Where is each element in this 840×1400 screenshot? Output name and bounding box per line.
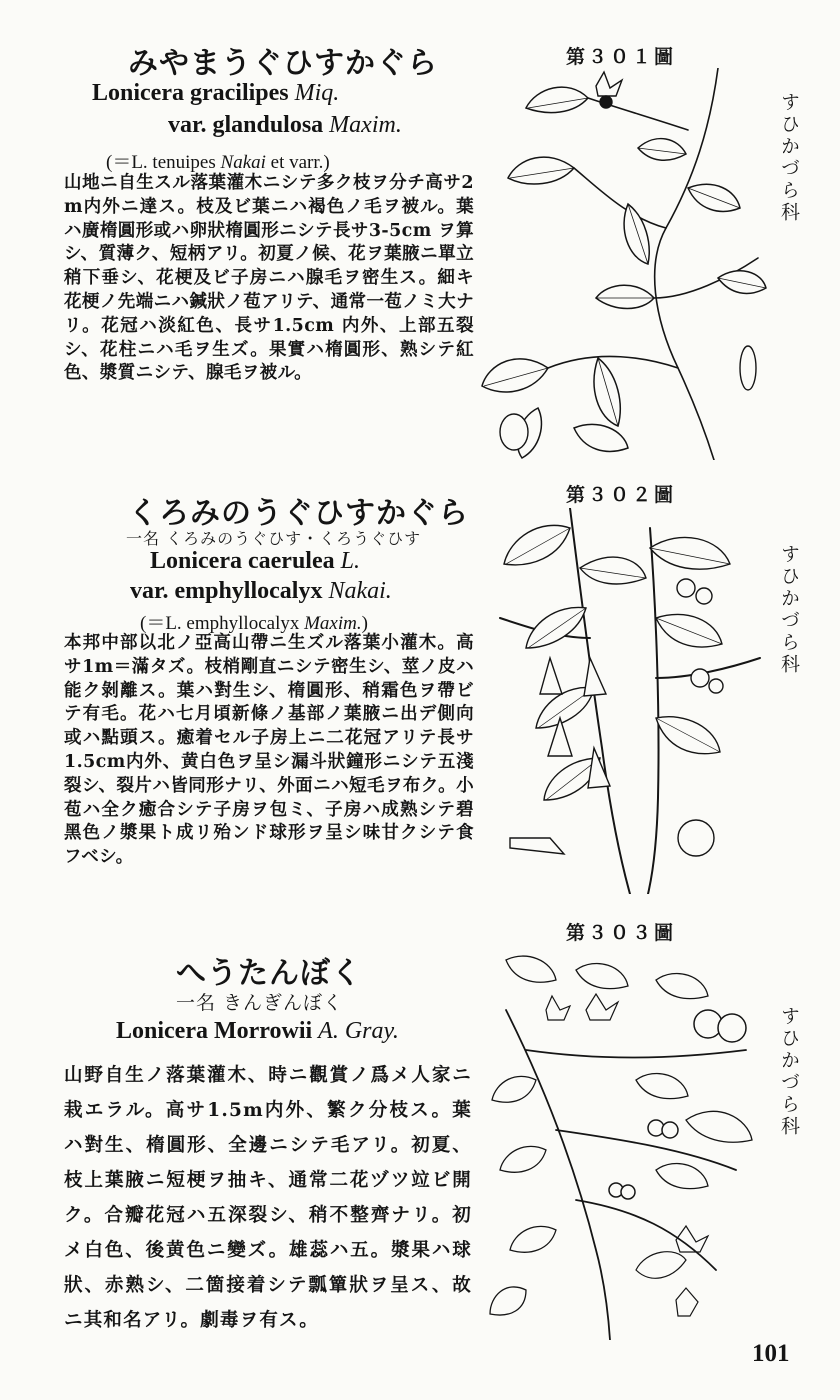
author: L. xyxy=(340,548,360,574)
illustration-301 xyxy=(478,68,768,460)
author: A. Gray. xyxy=(318,1018,399,1044)
entry-301 xyxy=(0,0,840,470)
illustration-303 xyxy=(486,950,766,1340)
page-number: 101 xyxy=(752,1340,790,1367)
entry-description: 本邦中部以北ノ亞高山帶ニ生ズル落葉小灌木。高サ1m＝滿タズ。枝梢剛直ニシテ密生シ、莖ノ皮ハ能ク剝離ス。葉ハ對生シ、楕圓形、稍霜色ヲ帶ビテ有毛。花ハ七月頃新條ノ基部ノ葉腋ニ出デ側向或ハ點頭ス。癒着セル子房上ニ二花冠アリテ長サ1.5cm内外、黄白色ヲ呈シ漏斗狀鐘形ニシテ五淺裂シ、裂片ハ皆同形ナリ、外面ニハ短毛ヲ布ク。小苞ハ全ク癒合シテ子房ヲ包ミ、子房ハ成熟シテ碧黑色ノ漿果ト成リ殆ンド球形ヲ呈シ味甘クシテ食フベシ。 xyxy=(64,633,474,868)
entry-description: 山野自生ノ落葉灌木、時ニ觀賞ノ爲メ人家ニ栽エラル。高サ1.5m内外、繁ク分枝ス。葉ハ對生、楕圓形、全邊ニシテ毛アリ。初夏、枝上葉腋ニ短梗ヲ抽キ、通常二花ヅツ竝ビ開ク。合瓣花冠ハ五深裂シ、稍不整齊ナリ。初メ白色、後黄色ニ變ズ。雄蕊ハ五。漿果ハ球狀、赤熟シ、二箇接着シテ瓢簞狀ヲ呈ス、故ニ其和名アリ。劇毒ヲ有ス。 xyxy=(64,1065,472,1331)
family-label: すひかづら科 xyxy=(778,544,800,676)
synonym-name: (＝L. tenuipes xyxy=(106,152,216,173)
variety-name: var. glandulosa xyxy=(168,112,324,138)
variety-author: Maxim. xyxy=(329,112,402,138)
entry-japanese-name: くろみのうぐひすかぐら xyxy=(128,496,469,531)
genus-species: Lonicera caerulea xyxy=(150,548,335,574)
entry-variety xyxy=(130,578,392,605)
illustration-302 xyxy=(490,508,770,894)
synonym-authors: Maxim. xyxy=(304,613,362,634)
family-label: すひかづら科 xyxy=(778,1006,800,1138)
synonym-tail: ) xyxy=(361,613,368,634)
entry-scientific-name xyxy=(92,80,339,107)
entry-variety xyxy=(168,112,402,139)
entry-synonym xyxy=(106,147,330,174)
figure-label: 第３０２圖 xyxy=(566,484,677,506)
figure-label: 第３０１圖 xyxy=(566,46,677,68)
synonym-name: (＝L. emphyllocalyx xyxy=(140,613,300,634)
genus-species: Lonicera gracilipes xyxy=(92,80,289,106)
synonym-tail: et varr.) xyxy=(270,152,330,173)
entry-302 xyxy=(0,470,840,910)
family-label: すひかづら科 xyxy=(778,92,800,224)
entry-scientific-name xyxy=(116,1018,399,1045)
entry-303 xyxy=(0,910,840,1400)
variety-name: var. emphyllocalyx xyxy=(130,578,323,604)
genus-species: Lonicera Morrowii xyxy=(116,1018,313,1044)
variety-author: Nakai. xyxy=(328,578,392,604)
entry-description: 山地ニ自生スル落葉灌木ニシテ多ク枝ヲ分チ高サ2m内外ニ達ス。枝及ビ葉ニハ褐色ノ毛ヲ被ル。葉ハ廣楕圓形或ハ卵狀楕圓形ニシテ長サ3-5cm ヲ算シ、質薄ク、短柄アリ。初夏ノ候、花ヲ葉腋ニ單立稍下垂シ、花梗及ビ子房ニハ腺毛ヲ密生ス。細キ花梗ノ先端ニハ鍼狀ノ苞アリテ、通常一苞ノミ大ナリ。花冠ハ淡紅色、長サ1.5cm 内外、上部五裂シ、花柱ニハ毛ヲ生ズ。果實ハ楕圓形、熟シテ紅色、漿質ニシテ、腺毛ヲ被ル。 xyxy=(64,173,474,384)
entry-alias: 一名 きんぎんぼく xyxy=(176,992,344,1014)
entry-scientific-name xyxy=(150,548,360,575)
entry-synonym xyxy=(140,608,368,635)
entry-japanese-name: へうたんぼく xyxy=(176,956,362,991)
entry-japanese-name: みやまうぐひすかぐら xyxy=(128,46,438,81)
entry-alias: 一名 くろみのうぐひす・くろうぐひす xyxy=(126,529,422,548)
figure-label: 第３０３圖 xyxy=(566,922,677,944)
synonym-authors: Nakai xyxy=(220,152,266,173)
author: Miq. xyxy=(294,80,340,106)
